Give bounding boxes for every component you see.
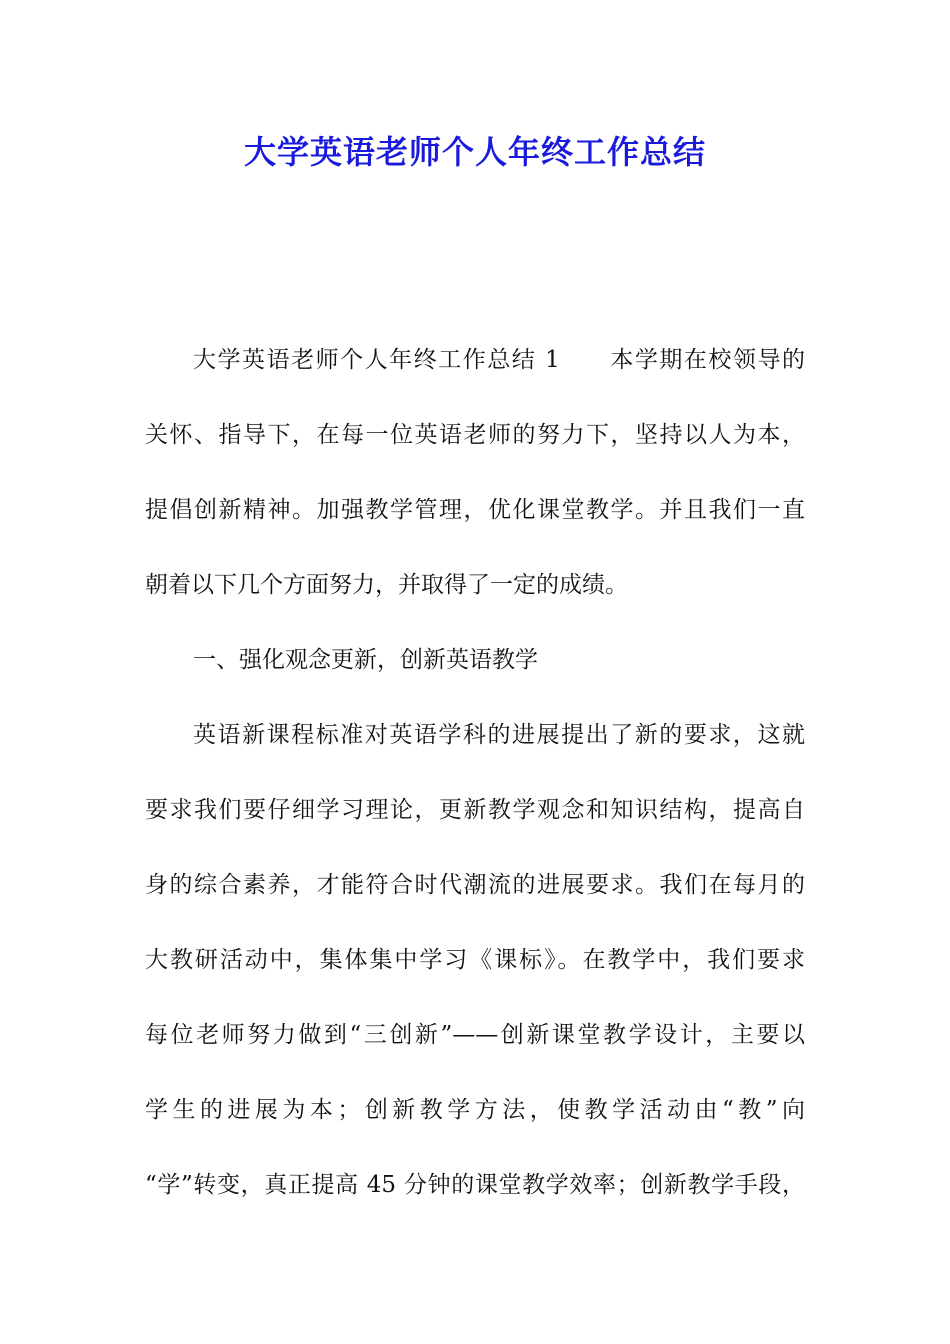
section-heading: 一、强化观念更新，创新英语教学 (193, 647, 538, 673)
paragraph-line: 大学英语老师个人年终工作总结 1 本学期在校领导的 (193, 347, 805, 373)
paragraph-line: 身的综合素养，才能符合时代潮流的进展要求。我们在每月的 (145, 872, 805, 898)
paragraph-line: 要求我们要仔细学习理论，更新教学观念和知识结构，提高自 (145, 797, 805, 823)
paragraph-line: 关怀、指导下，在每一位英语老师的努力下，坚持以人为本， (145, 422, 805, 448)
paragraph-line: 大教研活动中，集体集中学习《课标》。在教学中，我们要求 (145, 947, 805, 973)
paragraph-line: 学生的进展为本；创新教学方法，使教学活动由“教”向 (145, 1097, 805, 1123)
paragraph-line: 提倡创新精神。加强教学管理，优化课堂教学。并且我们一直 (145, 497, 805, 523)
paragraph-line: 每位老师努力做到“三创新”——创新课堂教学设计，主要以 (145, 1022, 805, 1048)
document-title: 大学英语老师个人年终工作总结 (243, 133, 706, 171)
paragraph-line: “学”转变，真正提高 45 分钟的课堂教学效率；创新教学手段， (145, 1172, 805, 1198)
paragraph-line: 英语新课程标准对英语学科的进展提出了新的要求，这就 (193, 722, 805, 748)
paragraph-line: 朝着以下几个方面努力，并取得了一定的成绩。 (145, 572, 628, 598)
